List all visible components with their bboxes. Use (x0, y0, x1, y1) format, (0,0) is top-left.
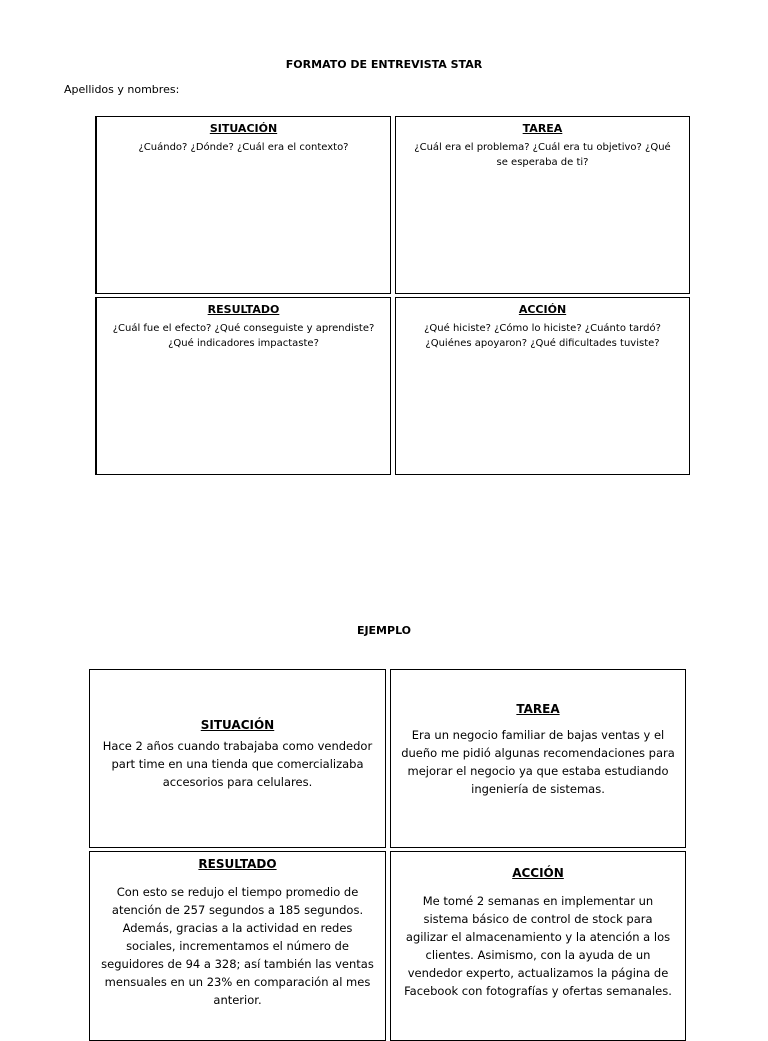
template-situacion-box (95, 116, 391, 294)
example-resultado-text: Con esto se redujo el tiempo promedio de atención de 257 segundos a 185 segundos. Además, gracias a la actividad en redes sociales, incrementamos el número de seguidores de 94 a 328; así también las ventas mensuales en un 23% en comparación al mes anterior. (101, 885, 374, 1007)
name-field-label: Apellidos y nombres: (64, 83, 180, 96)
template-situacion-question: ¿Cuándo? ¿Dónde? ¿Cuál era el contexto? (138, 142, 349, 153)
template-tarea-box (395, 116, 690, 294)
document-title: FORMATO DE ENTREVISTA STAR (285, 58, 483, 71)
example-resultado-heading: RESULTADO (198, 857, 277, 871)
example-situacion-text: Hace 2 años cuando trabajaba como vendedor part time en una tienda que comercializaba accesorios para celulares. (102, 739, 373, 789)
example-accion-text: Me tomé 2 semanas en implementar un sistema básico de control de stock para agilizar el almacenamiento y la atención a los clientes. Asimismo, con la ayuda de un vendedor experto, actualizamos la página de Facebook con fotografías y ofertas semanales. (404, 894, 672, 998)
template-accion-box (395, 297, 690, 475)
template-tarea-heading: TAREA (522, 122, 563, 135)
template-resultado-heading: RESULTADO (207, 303, 280, 316)
example-title: EJEMPLO (356, 624, 412, 637)
example-tarea-box (390, 669, 686, 848)
example-accion-heading: ACCIÓN (512, 866, 564, 880)
template-resultado-box (95, 297, 391, 475)
template-accion-heading: ACCIÓN (518, 303, 567, 316)
example-accion-box (390, 851, 686, 1041)
template-accion-question: ¿Qué hiciste? ¿Cómo lo hiciste? ¿Cuánto tardó? ¿Quiénes apoyaron? ¿Qué dificultades tuviste? (424, 323, 661, 349)
example-situacion-box (89, 669, 386, 848)
template-resultado-question: ¿Cuál fue el efecto? ¿Qué conseguiste y aprendiste? ¿Qué indicadores impactaste? (112, 323, 375, 349)
template-situacion-heading: SITUACIÓN (209, 122, 278, 135)
example-situacion-heading: SITUACIÓN (200, 718, 275, 732)
example-tarea-text: Era un negocio familiar de bajas ventas y el dueño me pidió algunas recomendaciones para mejorar el negocio ya que estaba estudiando ingeniería de sistemas. (401, 728, 675, 796)
template-tarea-question: ¿Cuál era el problema? ¿Cuál era tu objetivo? ¿Qué se esperaba de ti? (414, 142, 671, 168)
example-resultado-box (89, 851, 386, 1041)
example-tarea-heading: TAREA (516, 702, 560, 716)
